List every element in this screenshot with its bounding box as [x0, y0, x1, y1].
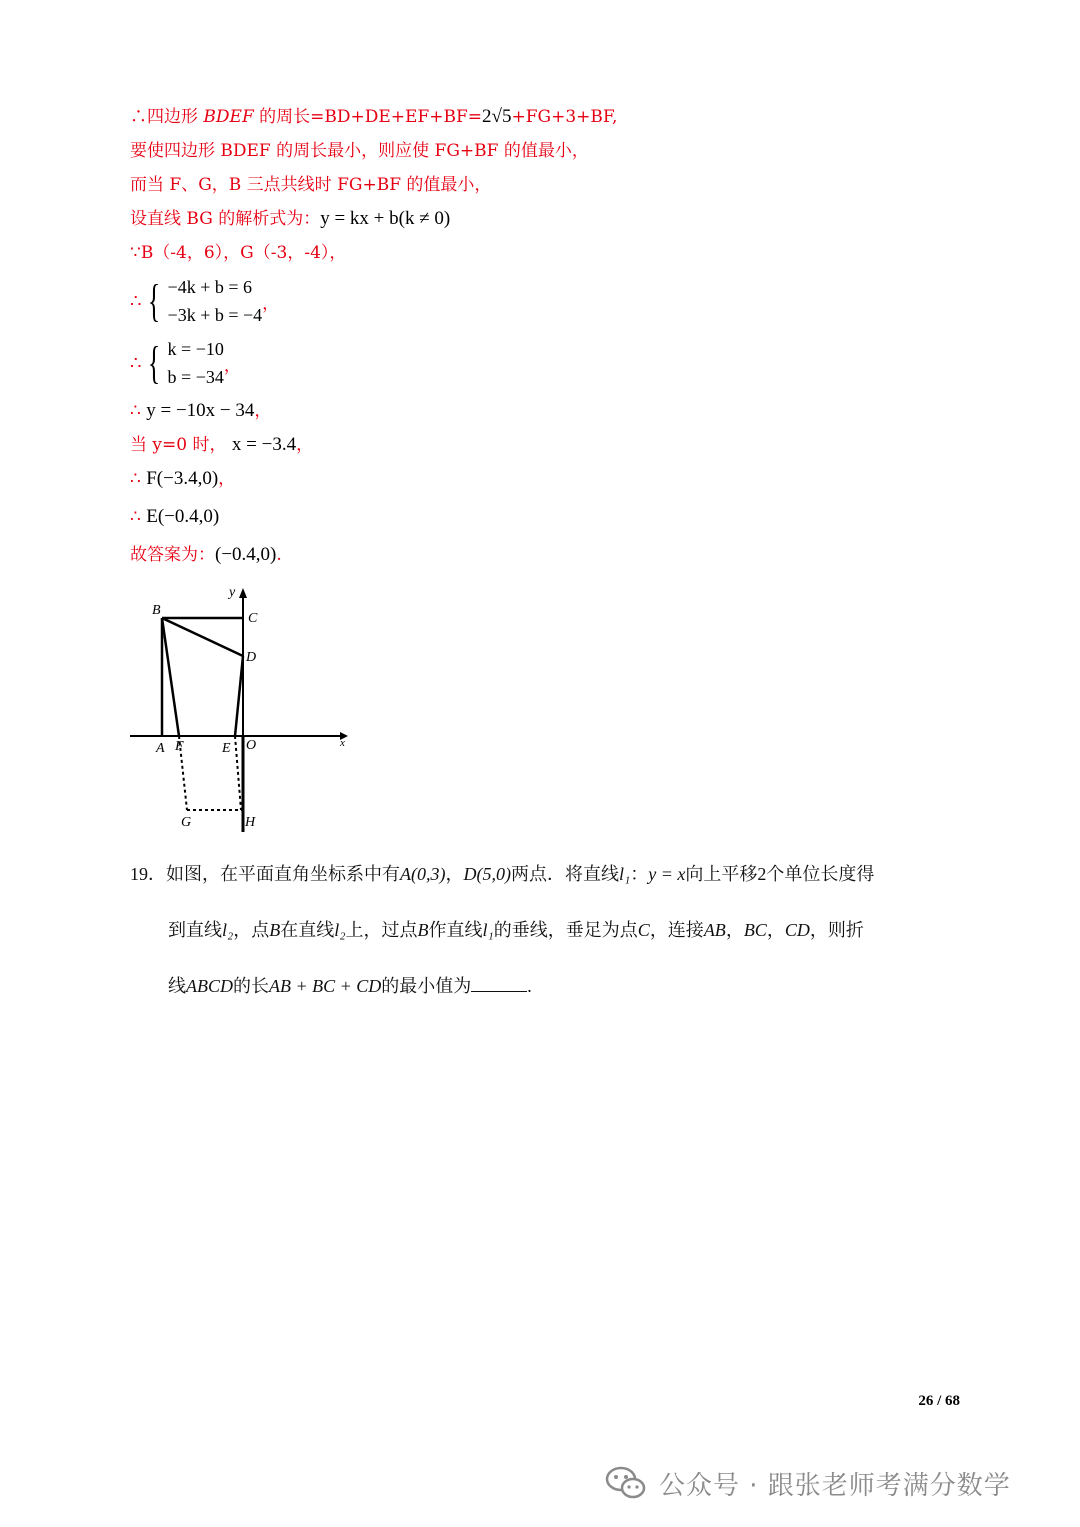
question-19 — [130, 852, 960, 1020]
label-F: F — [175, 739, 184, 754]
label-A: A — [156, 741, 165, 756]
watermark-text: 公众号 · 跟张老师考满分数学 — [659, 1470, 1011, 1501]
solution-line-4: 设直线 BG 的解析式为：y = kx + b(k ≠ 0) — [130, 208, 451, 229]
question-line-2: 到直线l₂，点B在直线l₂上，过点B作直线l₁的垂线，垂足为点C，连接AB，BC，CD，则折 — [168, 920, 864, 940]
label-G: G — [181, 815, 192, 830]
solution-line-3: 而当 F、G，B 三点共线时 FG+BF 的值最小， — [130, 175, 492, 195]
label-D: D — [246, 650, 257, 665]
brace-symbol: { — [148, 275, 161, 326]
answer-line: 故答案为：(−0.4,0). — [130, 544, 282, 565]
watermark — [605, 1458, 1011, 1508]
wechat-icon — [605, 1465, 647, 1501]
label-B: B — [152, 603, 161, 618]
solution-line-2: 要使四边形 BDEF 的周长最小，则应使 FG+BF 的值最小， — [130, 141, 589, 161]
equation-system-2: ∴ { k = −10 b = −34 ， — [130, 337, 241, 388]
question-line-1: 19．如图，在平面直角坐标系中有A(0,3)，D(5,0)两点．将直线l₁：y = x向上平移2个单位长度得 — [130, 864, 875, 884]
y-axis-arrow — [239, 588, 247, 598]
segment-EH-dashed — [235, 736, 241, 810]
answer-blank[interactable] — [471, 975, 527, 992]
brace-symbol: { — [148, 337, 161, 388]
solution-line-9: 当 y=0 时， x = −3.4， — [130, 434, 314, 455]
solution-line-10: ∴ F(−3.4,0)， — [130, 468, 236, 489]
segment-BD — [162, 618, 243, 656]
segment-DE — [235, 656, 243, 736]
label-H: H — [245, 815, 256, 830]
label-O: O — [246, 738, 257, 753]
segment-BF — [162, 618, 179, 736]
equation-system-1: ∴ { −4k + b = 6 −3k + b = −4 ， — [130, 275, 280, 326]
geometry-diagram — [125, 580, 365, 840]
label-y: y — [229, 585, 236, 600]
solution-block — [130, 100, 950, 576]
label-C: C — [248, 611, 258, 626]
solution-line-1: ∴四边形 BDEF 的周长=BD+DE+EF+BF=2√5+FG+3+BF, — [130, 106, 618, 127]
solution-line-8: ∴ y = −10x − 34， — [130, 400, 272, 421]
solution-line-5: ∵B（-4，6），G（-3，-4）， — [130, 243, 347, 263]
label-x: x — [340, 737, 345, 749]
label-E: E — [222, 741, 231, 756]
solution-line-11: ∴ E(−0.4,0) — [130, 506, 220, 527]
page-number: 26 / 68 — [918, 1393, 960, 1409]
question-line-3: 线ABCD的长AB + BC + CD的最小值为 . — [168, 976, 532, 996]
